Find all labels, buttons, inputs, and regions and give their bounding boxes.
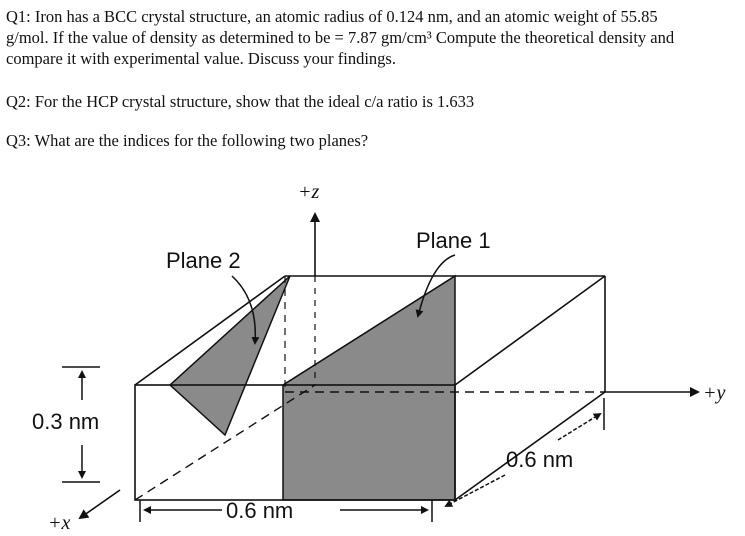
- question-1-line-2: g/mol. If the value of density as determined to be = 7.87 gm/cm³ Compute the theoretical density and: [6, 28, 675, 47]
- depth-dim-label: 0.6 nm: [506, 447, 574, 472]
- question-1-line-1: Q1: Iron has a BCC crystal structure, an atomic radius of 0.124 nm, and an atomic weight of 55.85: [6, 7, 658, 26]
- x-axis-label: +x: [48, 512, 71, 534]
- x-axis-line: [80, 490, 120, 518]
- plane-1-shape: [283, 276, 455, 500]
- plane-2-shape: [170, 276, 290, 435]
- y-axis-label: +y: [703, 382, 726, 404]
- width-dim-label: 0.6 nm: [226, 498, 294, 523]
- z-axis-label: +z: [298, 181, 320, 203]
- depth-dim-up-arrow: [558, 414, 600, 440]
- question-3: Q3: What are the indices for the following two planes?: [6, 131, 369, 150]
- plane-1-label: Plane 1: [416, 228, 491, 253]
- box-edge-bottom-right: [455, 392, 605, 500]
- question-1-line-3: compare it with experimental value. Discuss your findings.: [6, 49, 396, 68]
- box-edge-top-right: [455, 276, 605, 385]
- plane-2-label: Plane 2: [166, 248, 241, 273]
- question-2: Q2: For the HCP crystal structure, show that the ideal c/a ratio is 1.633: [6, 92, 475, 111]
- height-dim-label: 0.3 nm: [32, 409, 100, 434]
